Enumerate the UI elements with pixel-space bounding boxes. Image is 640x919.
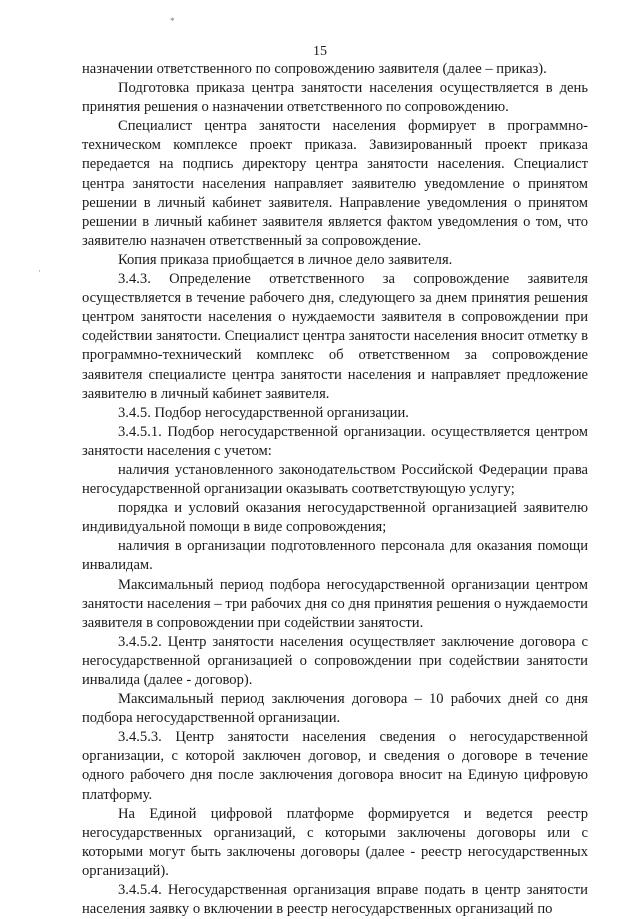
paragraph: 3.4.3. Определение ответственного за сопровождение заявителя осуществляется в течение рабочего дня, следующего за днем принятия решения центром занятости населения о нуждаемости заявителя в сопровождении при содействии занятости. Специалист центра занятости населения вносит отметку в программно-технический комплекс об ответственном за сопровождение заявителя специалисте центра занятости населения и направляет предложение заявителю в личный кабинет заявителя. bbox=[82, 271, 588, 402]
paragraph: 3.4.5. Подбор негосударственной организации. bbox=[118, 404, 409, 421]
body-text bbox=[82, 60, 588, 919]
scan-mark-left: · bbox=[38, 266, 41, 276]
paragraph: 3.4.5.3. Центр занятости населения сведения о негосударственной организации, с которой заключен договор, и сведения о договоре в течение одного рабочего дня после заключения договора вносит на Единую цифровую платформу. bbox=[82, 729, 588, 803]
paragraph: Специалист центра занятости населения формирует в программно-техническом комплексе проект приказа. Завизированный проект приказа передается на подпись директору центра занятости населения. Специалист центра занятости населения направляет заявителю уведомление о принятом решении в личный кабинет заявителя. Направление уведомления о принятом решении в личный кабинет заявителя является фактом уведомления о том, что заявителю назначен ответственный за сопровождение. bbox=[82, 118, 588, 249]
paragraph: 3.4.5.2. Центр занятости населения осуществляет заключение договора с негосударственной организацией о сопровождении при содействии занятости инвалида (далее - договор). bbox=[82, 633, 588, 688]
page-number: 15 bbox=[313, 44, 327, 59]
paragraph: назначении ответственного по сопровождению заявителя (далее – приказ). bbox=[82, 61, 547, 77]
paragraph: наличия установленного законодательством Российской Федерации права негосударственной организации оказывать соответствующую услугу; bbox=[82, 461, 588, 498]
paragraph: На Единой цифровой платформе формируется и ведется реестр негосударственных организаций, с которыми заключены договоры или с которыми могут быть заключены договоры (далее - реестр негосударственных организаций). bbox=[82, 805, 588, 879]
paragraph: Подготовка приказа центра занятости населения осуществляется в день принятия решения о назначении ответственного по сопровождению. bbox=[82, 80, 588, 116]
paragraph: порядка и условий оказания негосударственной организацией заявителю индивидуальной помощи в виде сопровождения; bbox=[82, 500, 588, 536]
paragraph: 3.4.5.1. Подбор негосударственной организации. осуществляется центром занятости населения с учетом: bbox=[82, 423, 588, 459]
paragraph: Максимальный период подбора негосударственной организации центром занятости населения – три рабочих дня со дня принятия решения о нуждаемости заявителя в сопровождении при содействии занятости. bbox=[82, 576, 588, 631]
paragraph: наличия в организации подготовленного персонала для оказания помощи инвалидам. bbox=[82, 538, 588, 574]
paragraph: 3.4.5.4. Негосударственная организация вправе подать в центр занятости населения заявку о включении в реестр негосударственных организаций по bbox=[82, 882, 588, 918]
paragraph: Копия приказа приобщается в личное дело заявителя. bbox=[118, 251, 453, 268]
scan-mark-top: * bbox=[170, 16, 175, 26]
paragraph: Максимальный период заключения договора – 10 рабочих дней со дня подбора негосударственной организации. bbox=[82, 691, 588, 727]
